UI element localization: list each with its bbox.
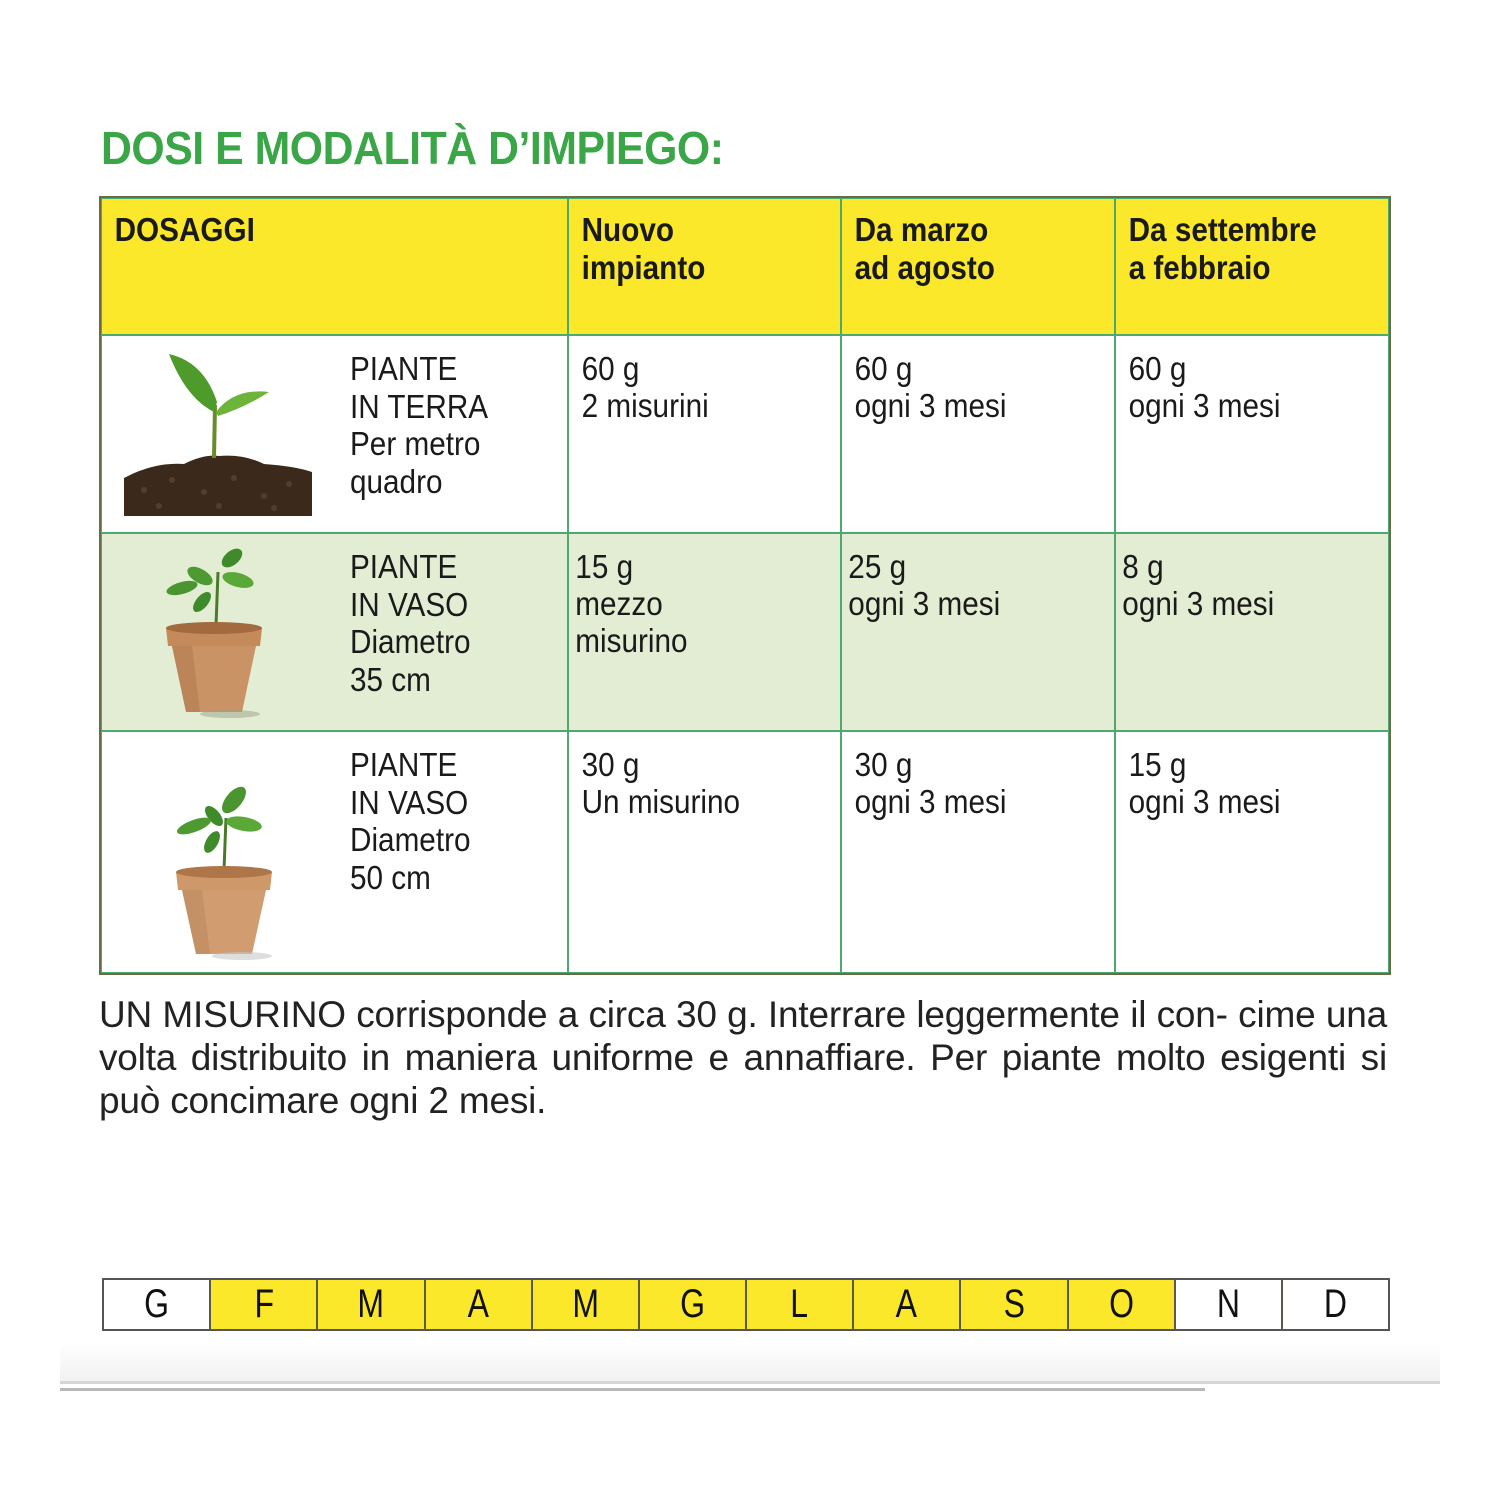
header-label: DOSAGGI xyxy=(114,211,255,248)
table-row xyxy=(101,533,1389,731)
dose-marzo-agosto xyxy=(841,533,1115,731)
label-line: Per metro xyxy=(350,425,481,462)
month-cell xyxy=(318,1280,425,1329)
dose-note: ogni 3 mesi xyxy=(1122,585,1275,622)
month-letter: N xyxy=(1216,1282,1240,1326)
month-letter: G xyxy=(679,1282,705,1326)
label-line: Diametro xyxy=(350,623,471,660)
dose-value: 30 g xyxy=(854,746,913,783)
label-line: quadro xyxy=(350,462,443,500)
month-letter: G xyxy=(144,1282,170,1326)
month-letter: F xyxy=(253,1282,274,1326)
month-cell xyxy=(1069,1280,1176,1329)
dose-note: misurino xyxy=(575,622,688,659)
label-line: PIANTE xyxy=(350,350,458,387)
dose-note: 2 misurini xyxy=(581,387,709,424)
table-header-row xyxy=(101,198,1389,335)
label-line: PIANTE xyxy=(350,746,458,783)
label-line: IN VASO xyxy=(350,585,469,623)
dose-note: Un misurino xyxy=(581,783,741,820)
month-letter: O xyxy=(1108,1282,1134,1326)
header-label: Da marzo xyxy=(854,211,989,248)
dose-value: 60 g xyxy=(854,350,913,387)
month-cell xyxy=(104,1280,211,1329)
potted-plant-icon xyxy=(172,782,282,962)
usage-note: UN MISURINO corrisponde a circa 30 g. Interrare leggermente il con- cime una volta distribuito in maniera uniforme e annaffiare. Per piante molto esigenti si può concimare ogni 2 mesi. xyxy=(99,994,1387,1121)
seedling-in-soil-icon xyxy=(124,350,314,516)
month-cell xyxy=(533,1280,640,1329)
dose-marzo-agosto xyxy=(841,335,1115,533)
dose-note: ogni 3 mesi xyxy=(1128,387,1281,424)
label-line: 35 cm xyxy=(350,660,431,698)
month-cell xyxy=(1283,1280,1388,1329)
label-line: 50 cm xyxy=(350,858,431,896)
dose-note: ogni 3 mesi xyxy=(854,387,1007,424)
label-line: IN VASO xyxy=(350,783,469,821)
month-cell xyxy=(426,1280,533,1329)
month-letter: A xyxy=(896,1282,918,1326)
month-cell xyxy=(747,1280,854,1329)
dose-value: 30 g xyxy=(581,746,640,783)
plant-type-cell xyxy=(101,335,568,533)
month-calendar-bar xyxy=(102,1278,1390,1331)
header-dosaggi xyxy=(101,198,568,335)
page-bottom-shadow xyxy=(60,1342,1440,1382)
dosage-table xyxy=(100,197,1390,974)
header-settembre-febbraio xyxy=(1115,198,1389,335)
dose-value: 25 g xyxy=(848,548,907,585)
page-title: DOSI E MODALITÀ D’IMPIEGO: xyxy=(101,122,724,174)
dose-nuovo-impianto xyxy=(568,533,841,731)
plant-type-cell xyxy=(101,731,568,973)
plant-type-cell xyxy=(101,533,568,731)
dose-nuovo-impianto xyxy=(568,731,841,973)
month-letter: L xyxy=(790,1282,809,1326)
label-line: IN TERRA xyxy=(350,387,489,425)
header-marzo-agosto xyxy=(841,198,1115,335)
month-letter: S xyxy=(1003,1282,1025,1326)
dose-note: ogni 3 mesi xyxy=(848,585,1001,622)
month-letter: D xyxy=(1323,1282,1348,1326)
header-label: impianto xyxy=(581,249,706,286)
month-cell xyxy=(211,1280,318,1329)
label-line: Diametro xyxy=(350,821,471,858)
dose-note: ogni 3 mesi xyxy=(854,783,1007,820)
dose-settembre-febbraio xyxy=(1115,731,1389,973)
dose-note: ogni 3 mesi xyxy=(1128,783,1281,820)
header-label: ad agosto xyxy=(854,249,995,286)
month-letter: M xyxy=(571,1282,599,1326)
dose-value: 15 g xyxy=(575,548,634,585)
table-row xyxy=(101,731,1389,973)
plant-type-label xyxy=(350,746,470,896)
dose-value: 15 g xyxy=(1128,746,1187,783)
label-line: PIANTE xyxy=(350,548,458,585)
dose-value: 60 g xyxy=(1128,350,1187,387)
header-nuovo-impianto xyxy=(568,198,841,335)
table-row xyxy=(101,335,1389,533)
header-label: Nuovo xyxy=(581,211,675,248)
dose-settembre-febbraio xyxy=(1115,533,1389,731)
month-cell xyxy=(854,1280,961,1329)
month-cell xyxy=(640,1280,747,1329)
dose-value: 60 g xyxy=(581,350,640,387)
month-cell xyxy=(1176,1280,1283,1329)
dose-settembre-febbraio xyxy=(1115,335,1389,533)
header-label: Da settembre xyxy=(1128,211,1317,248)
potted-plant-icon xyxy=(162,542,272,720)
plant-type-label xyxy=(350,548,470,698)
dose-note: mezzo xyxy=(575,585,663,622)
dose-marzo-agosto xyxy=(841,731,1115,973)
dose-value: 8 g xyxy=(1122,548,1164,585)
month-letter: M xyxy=(357,1282,385,1326)
divider xyxy=(60,1381,1440,1384)
plant-type-label xyxy=(350,350,488,500)
header-label: a febbraio xyxy=(1128,249,1271,286)
month-letter: A xyxy=(467,1282,489,1326)
month-cell xyxy=(961,1280,1068,1329)
divider xyxy=(60,1388,1205,1391)
dose-nuovo-impianto xyxy=(568,335,841,533)
